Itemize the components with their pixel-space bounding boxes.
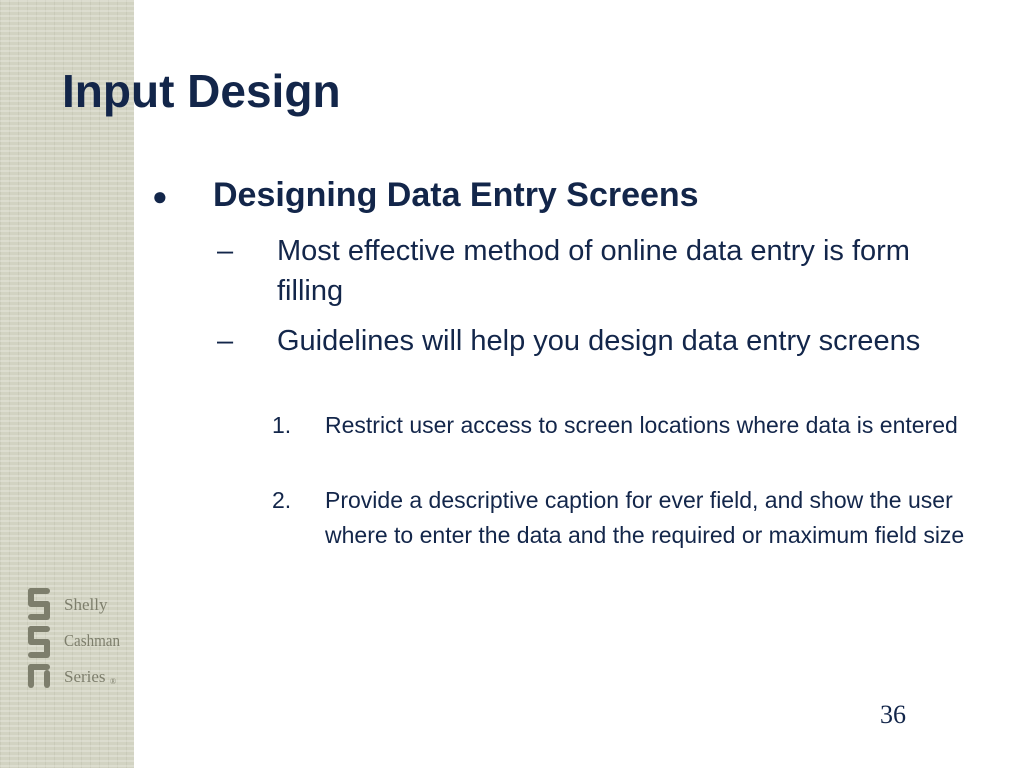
logo-line-cashman: Cashman bbox=[64, 631, 121, 650]
logo-line-shelly: Shelly bbox=[64, 595, 108, 614]
numbered-item-text: Provide a descriptive caption for ever field, and show the user where to enter the data and the required or maximum field size bbox=[325, 487, 965, 548]
dash-bullet-icon: – bbox=[217, 235, 234, 267]
sub-item-text: Most effective method of online data entry is form filling bbox=[277, 235, 910, 307]
dash-bullet-icon: – bbox=[217, 325, 234, 357]
shelly-cashman-logo bbox=[24, 584, 124, 694]
sub-item-text: Guidelines will help you design data entry screens bbox=[277, 325, 921, 357]
item-number: 2. bbox=[272, 487, 292, 513]
registered-mark: ® bbox=[110, 677, 117, 686]
main-bullet-text: Designing Data Entry Screens bbox=[213, 176, 699, 214]
item-number: 1. bbox=[272, 412, 292, 438]
logo-line-series: Series bbox=[64, 667, 106, 686]
numbered-item-text: Restrict user access to screen locations where data is entered bbox=[325, 412, 958, 438]
slide-title: Input Design bbox=[62, 65, 341, 117]
bullet-icon: ● bbox=[152, 181, 168, 211]
page-number: 36 bbox=[880, 700, 906, 729]
